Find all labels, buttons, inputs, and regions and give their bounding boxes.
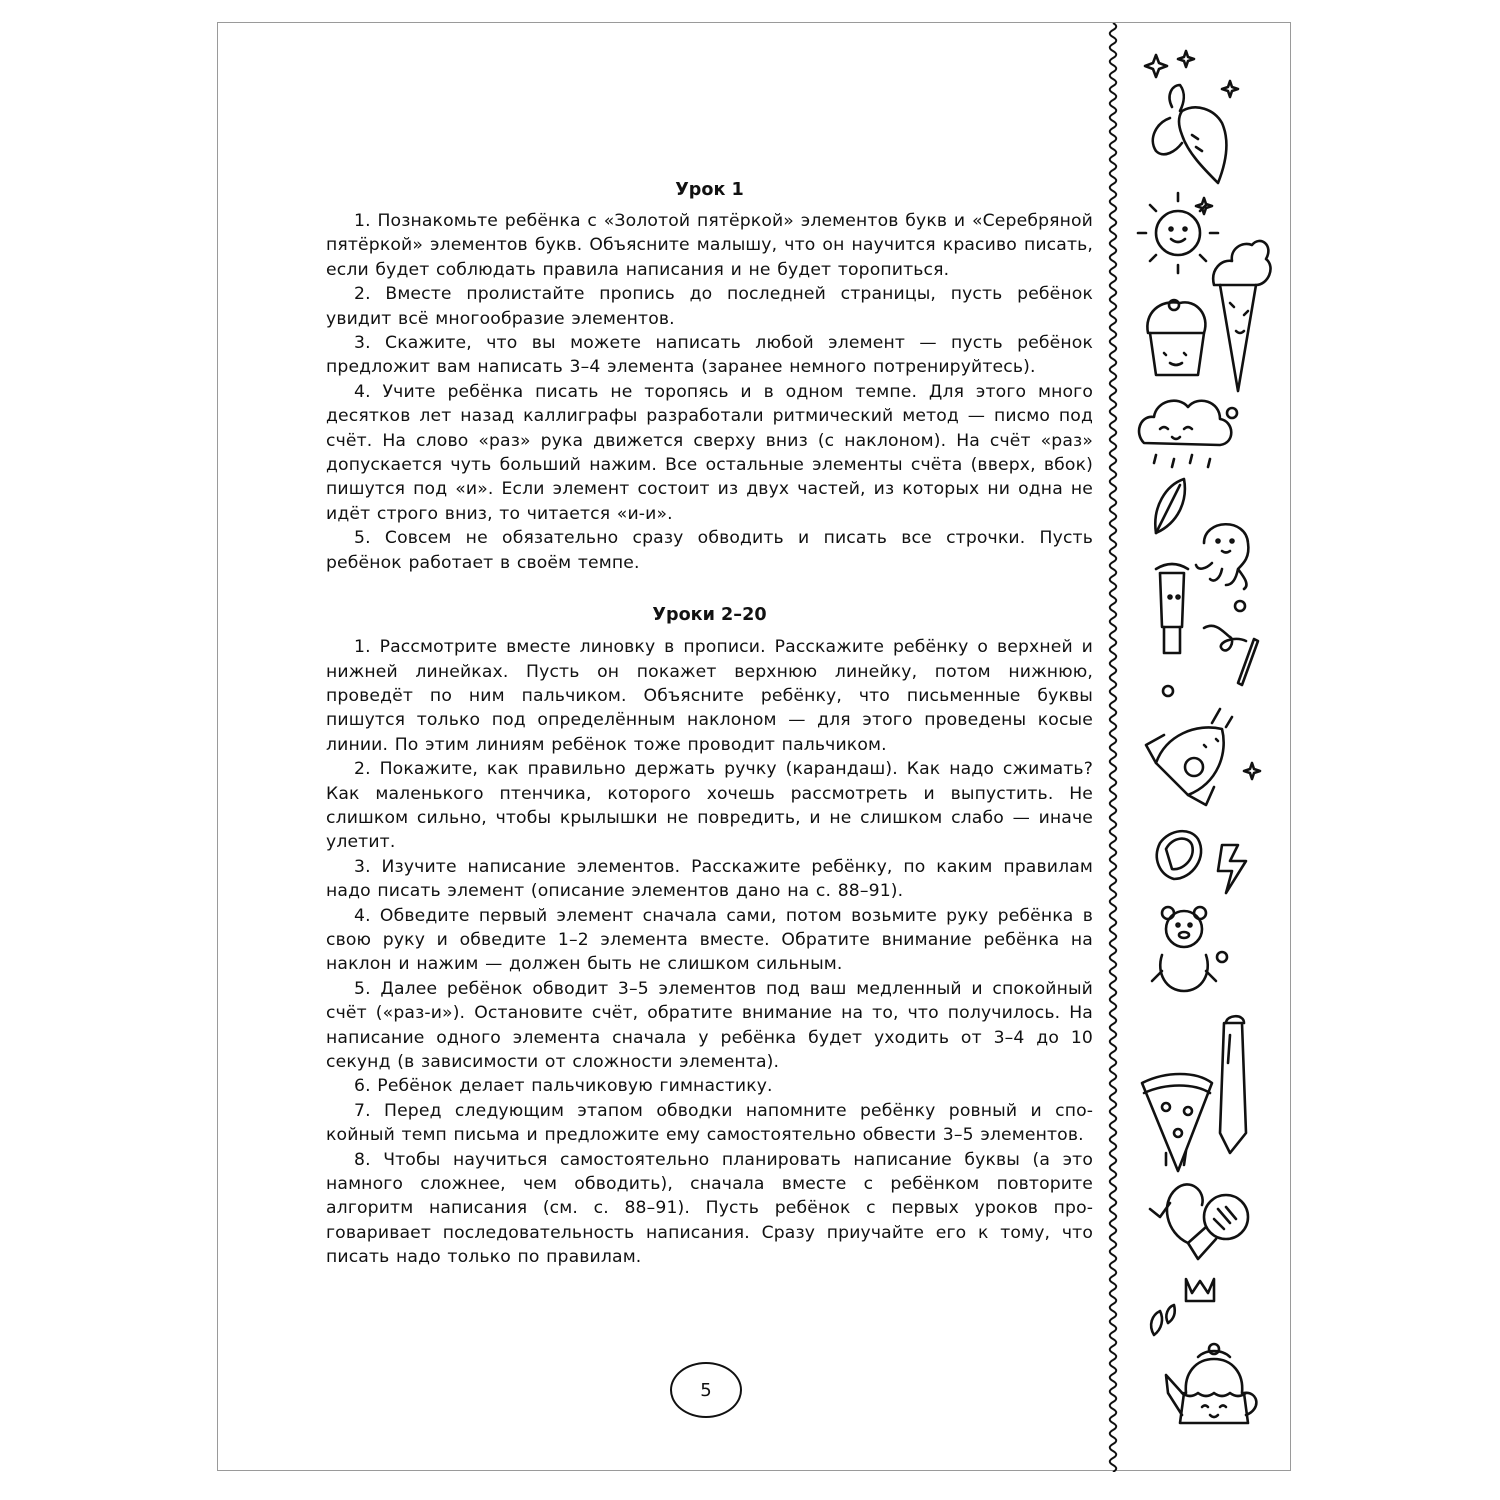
teddy-bear-icon xyxy=(1152,907,1227,991)
sparkle-icon xyxy=(1145,51,1238,97)
lesson-1-paragraph: 4. Учите ребёнка писать не торопясь и в одном темпе. Для этого много десятков лет назад каллиграфы разработали ритмический метод — писмо под счёт. На слово «раз» рука движется сверху вниз (с наклоном). На счёт «раз» допускается чуть больший нажим. Все остальные элементы счёта (вверх, вбок) пишутся под «и». Если элемент состоит из двух частей, из которых ни одна не идёт строго вниз, то читается «и-и». xyxy=(326,381,1093,524)
lessons-2-20-paragraph: 1. Рассмотрите вместе линовку в прописи. Расскажите ребёнку о верхней и нижней линейках. Пусть он покажет верхнюю линейку, потом нижнюю, проведёт по ним пальчиком. Объясните ребёнку, что письменные буквы пишутся только под определённым наклоном — для этого проведены косые линии. По этим линиям ребёнок тоже проводит пальчиком. xyxy=(326,637,1093,755)
beet-icon xyxy=(1153,85,1227,183)
octopus-icon xyxy=(1196,524,1248,589)
pen-icon xyxy=(1220,1016,1246,1153)
lightning-icon xyxy=(1218,845,1246,893)
drops-icon xyxy=(1151,1305,1175,1335)
hair-dryer-icon xyxy=(1150,1184,1248,1259)
lessons-2-20-title: Уроки 2–20 xyxy=(652,605,767,626)
lessons-2-20-paragraph: 2. Покажите, как правильно держать ручку (карандаш). Как надо сжимать? Как маленького птенчика, которого хочешь рассмотреть и выпустить. Не слишком сильно, чтобы крылышки не повредить, и не слишком слабо — иначе улетит. xyxy=(326,759,1093,853)
cupcake-icon xyxy=(1147,300,1205,375)
ice-cream-icon xyxy=(1213,241,1270,391)
lessons-2-20-paragraph: 6. Ребёнок делает пальчиковую гимнастику. xyxy=(354,1076,773,1097)
lessons-2-20-paragraph: 3. Изучите написание элементов. Расскажите ребёнку, по каким правилам надо писать элемент (описание элементов дано на с. 88–91). xyxy=(326,856,1093,902)
lemon-icon xyxy=(1157,831,1201,879)
lesson-1-paragraph: 3. Скажите, что вы можете написать любой элемент — пусть ребёнок предложит вам написать 3–4 элемента (заранее немного потренируйтесь). xyxy=(326,333,1093,378)
lessons-2-20-paragraph: 8. Чтобы научиться самостоятельно планировать написание буквы (а это намного сложнее, чем обводить), сначала вместе с ребёнком повторите алгоритм написания (см. с. 88–91). Пусть ребёнок с первых уроков проговаривает последовательность написания. Сразу приучайте его к тому, что писать надо только по правилам. xyxy=(326,1149,1093,1268)
page-number xyxy=(670,1362,742,1418)
lesson-1-title: Урок 1 xyxy=(675,180,744,200)
teapot-icon xyxy=(1166,1344,1256,1423)
crown-icon xyxy=(1186,1279,1214,1301)
page-content xyxy=(326,178,1093,1270)
lessons-2-20-paragraph: 7. Перед следующим этапом обводки напомните ребёнку ровный и спокойный темп письма и предложите ему самостоятельно обвести 3–5 элементов. xyxy=(326,1100,1093,1146)
wavy-divider xyxy=(1105,23,1121,1472)
lesson-1-paragraph: 5. Совсем не обязательно сразу обводить и писать все строчки. Пусть ребёнок работает в своём темпе. xyxy=(326,528,1093,573)
rocket-icon xyxy=(1146,709,1260,805)
leaf-icon xyxy=(1155,479,1185,533)
pizza-icon xyxy=(1142,1074,1212,1171)
lessons-2-20-paragraph: 5. Далее ребёнок обводит 3–5 элементов под ваш медленный и спокойный счёт («раз-и»). Остановите счёт, обратите внимание на то, что получилось. На написание одного элемента сначала у ребёнка будет уходить от 3–4 до 10 секунд (в зависимости от сложности элемента). xyxy=(326,978,1093,1072)
page-number-text: 5 xyxy=(700,1379,712,1401)
lessons-2-20-paragraph: 4. Обведите первый элемент сначала сами, потом возьмите руку ребёнка в свою руку и обведите 1–2 элемента вместе. Обратите внимание ребёнка на наклон и нажим — должен быть не слишком сильным. xyxy=(326,905,1093,975)
lesson-1-paragraph: 1. Познакомьте ребёнка с «Золотой пятёркой» элементов букв и «Серебряной пятёркой» элементов букв. Объясните малышу, что он научится красиво писать, если будет соблюдать правила написания и не будет торопиться. xyxy=(326,211,1093,280)
doodle-border xyxy=(1126,23,1292,1472)
lesson-1-paragraph: 2. Вместе пролистайте пропись до последней страницы, пусть ребёнок увидит всё многообразие элементов. xyxy=(326,284,1093,329)
needle-thread-icon xyxy=(1163,626,1258,696)
cloud-icon xyxy=(1139,401,1237,467)
book-page xyxy=(217,22,1291,1471)
sun-icon xyxy=(1138,193,1218,273)
